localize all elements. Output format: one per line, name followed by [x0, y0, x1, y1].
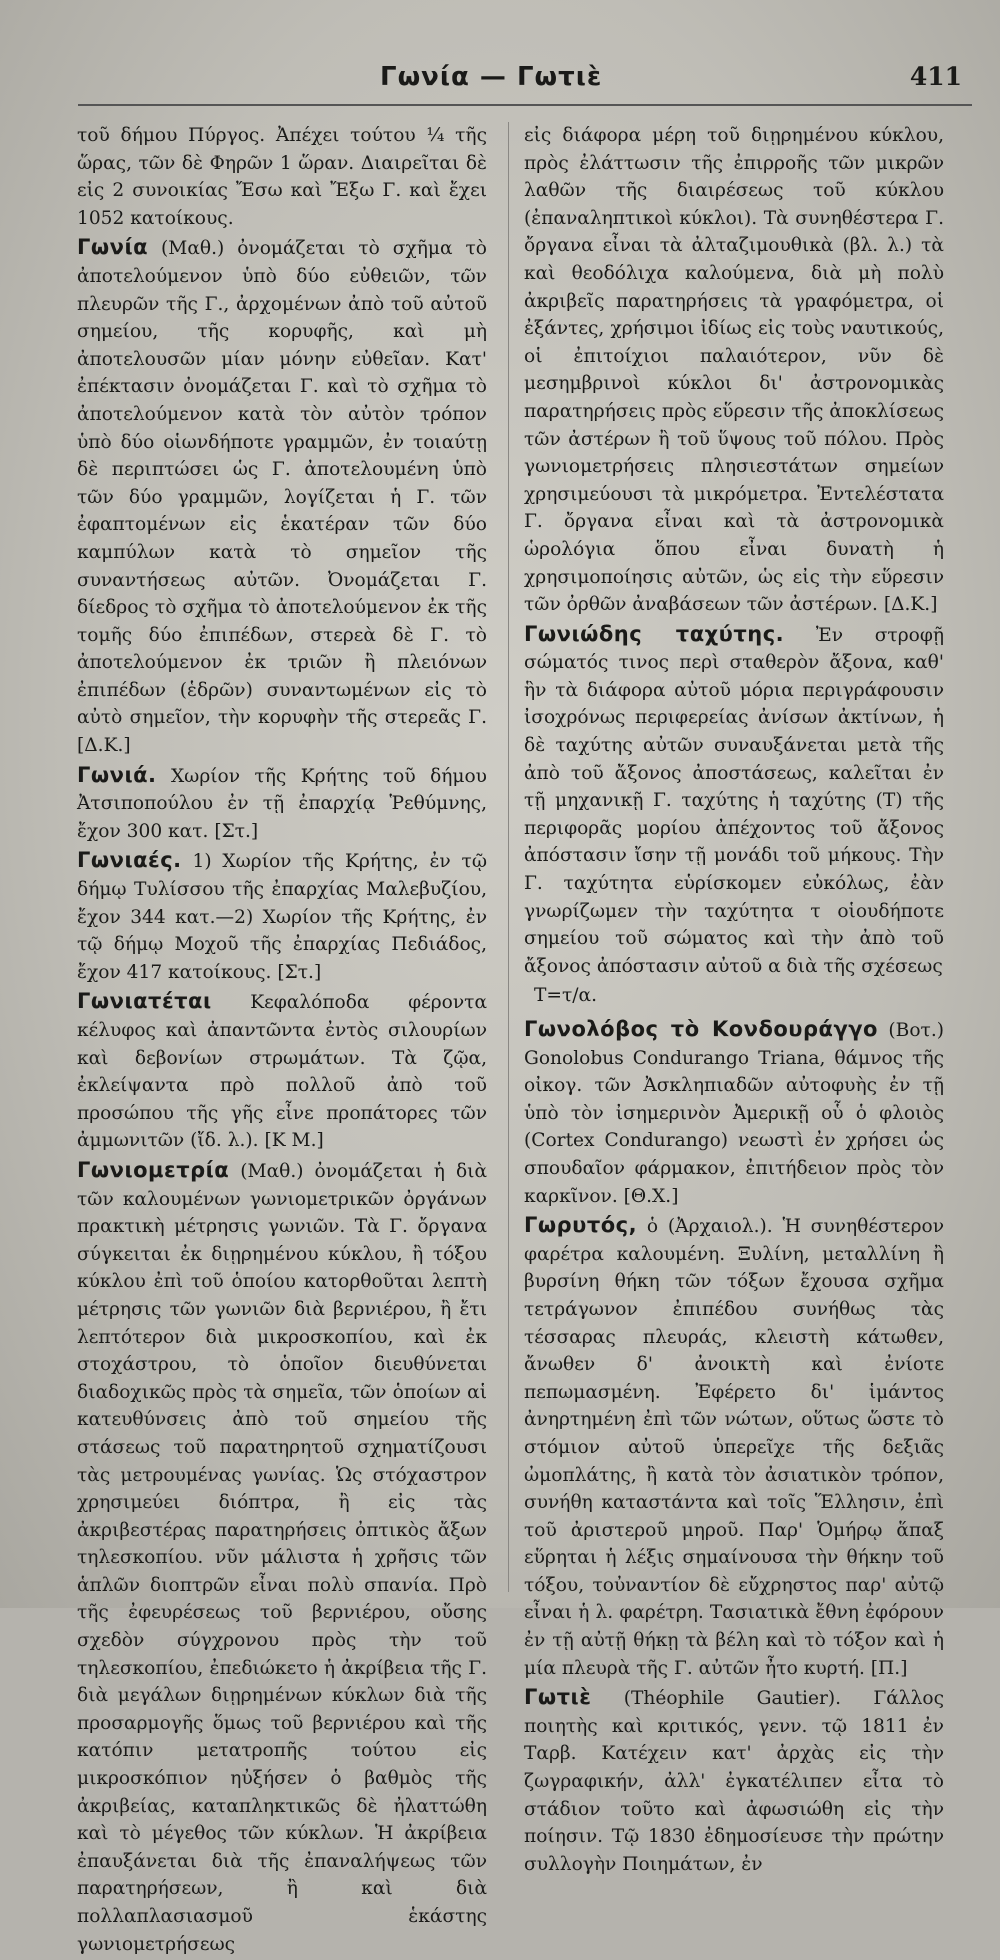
entry-headword: Γωνιώδης ταχύτης.: [524, 621, 785, 646]
formula: Τ=τ/α.: [534, 985, 597, 1007]
entry-text: 1) Χωρίον τῆς Κρήτης, ἐν τῷ δήμῳ Τυλίσσου τῆς ἐπαρχίας Μαλεβυζίου, ἔχον 344 κατ.—2) Χωρίον τῆς Κρήτης, ἐν τῷ δήμῳ Μοχοῦ τῆς ἐπαρχίας Πεδιάδος, ἔχον 417 κατοίκους. [Στ.]: [77, 851, 487, 983]
entry-text: (Théophile Gautier). Γάλλος ποιητὴς καὶ κριτικός, γενν. τῷ 1811 ἐν Ταρβ. Κατέχειν κατ' ἀρχὰς εἰς τὴν ζωγραφικήν, ἀλλ' ἐγκατέλιπεν εἶτα τὸ στάδιον τοῦτο καὶ ἀφωσιώθη εἰς τὴν ποίησιν. Τῷ 1830 ἐδημοσίευσε τὴν πρώτην συλλογὴν Ποιημάτων, ἐν: [524, 1688, 944, 1875]
entry: εἰς διάφορα μέρη τοῦ διῃρημένου κύκλου, πρὸς ἐλάττωσιν τῆς ἐπιρροῆς τῶν μικρῶν λαθῶν τῆς διαιρέσεως τοῦ κύκλου (ἐπαναληπτικοὶ κύκλοι). Τὰ συνηθέστερα Γ. ὄργανα εἶναι τὰ ἀλταζιμουθικὰ (βλ. λ.) τὰ καὶ θεοδόλιχα καλούμενα, διὰ μὴ πολὺ ἀκριβεῖς παρατηρήσεις τὰ γραφόμετρα, οἱ ἐξάντες, χρήσιμοι ἰδίως εἰς τοὺς ναυτικούς, οἱ ἐπιτοίχιοι παλαιότερον, νῦν δὲ μεσημβρινοὶ κύκλοι δι' ἀστρονομικὰς παρατηρήσεις πρὸς εὕρεσιν τῆς ἀποκλίσεως τῶν ἀστέρων ἢ τοῦ ὕψους τοῦ πόλου. Πρὸς γωνιομετρήσεις πλησιεστάτων σημείων χρησιμεύουσι τὰ μικρόμετρα. Ἐντελέστατα Γ. ὄργανα εἶναι καὶ τὰ ἀστρονομικὰ ὡρολόγια ὅπου εἶναι δυνατὴ ἡ χρησιμοποίησις αὐτῶν, ὡς εἰς τὴν εὕρεσιν τῶν ὀρθῶν ἀναβάσεων τῶν ἀστέρων. [Δ.Κ.]: [524, 125, 944, 616]
entry-headword: Γωνιατέται: [77, 989, 212, 1014]
entry: [77, 988, 487, 1155]
entry-headword: Γωνία: [77, 235, 149, 260]
running-title: Γωνία — Γωτιὲ: [380, 62, 603, 92]
entry-text: ὁ (Ἀρχαιολ.). Ἡ συνηθέστερον φαρέτρα καλουμένη. Ξυλίνη, μεταλλίνη ἢ βυρσίνη θήκη τῶν τόξων ἔχουσα σχῆμα τετράγωνον ἐπιπέδου συνήθως τὰς τέσσαρας πλευράς, κλειστὴ κάτωθεν, ἄνωθεν δ' ἀνοικτὴ καὶ ἐνίοτε πεπωμασμένη. Ἐφέρετο δι' ἱμάντος ἀνηρτημένη ἐπὶ τῶν νώτων, οὕτως ὥστε τὸ στόμιον αὐτοῦ ὑπερεῖχε τῆς δεξιᾶς ὠμοπλάτης, ἢ κατὰ τὸν ἀσιατικὸν τρόπον, συνήθη καταστάντα καὶ τοῖς Ἕλλησιν, ἐπὶ τοῦ ἀριστεροῦ μηροῦ. Παρ' Ὁμήρῳ ἅπαξ εὕρηται ἡ λέξις σημαίνουσα τὴν θήκην τοῦ τόξου, τοὐναντίον δὲ εὔχρηστος παρ' αὐτῷ εἶναι ἡ λ. φαρέτρη. Τασιατικὰ ἔθνη ἐφόρουν ἐν τῇ αὐτῇ θήκῃ τὰ βέλη καὶ τὸ τόξον καὶ ἡ μία πλευρὰ τῆς Γ. αὐτῶν ἦτο κυρτή. [Π.]: [524, 1216, 944, 1679]
entry-headword: Γωνιομετρία: [77, 1157, 230, 1182]
entry-headword: Γωνολόβος τὸ Κονδουράγγο: [524, 1017, 878, 1041]
entry-headword: Γωνιά.: [77, 762, 157, 787]
entry-text: Ἐν στροφῇ σώματός τινος περὶ σταθερὸν ἄξονα, καθ' ἣν τὰ διάφορα αὐτοῦ μόρια περιγράφουσιν ἰσοχρόνως περιφερείας ἀνίσων ἀκτίνων, ἡ δὲ ταχύτης αὐτῶν συναυξάνεται μετὰ τῆς ἀπὸ τοῦ ἄξονος ἀποστάσεως, καλεῖται ἐν τῇ μηχανικῇ Γ. ταχύτης ἡ ταχύτης (Τ) τῆς περιφορᾶς μορίου ἀπέχοντος τοῦ ἄξονος ἀπόστασιν ἴσην τῇ μονάδι τοῦ μήκους. Τὴν Γ. ταχύτητα εὑρίσκομεν εὐκόλως, ἐὰν γνωρίζωμεν τὴν ταχύτητα τ οἱουδήποτε σημείου τοῦ σώματος καὶ τὴν ἀπὸ τοῦ ἄξονος ἀπόστασιν αὐτοῦ α διὰ τῆς σχέσεως: [524, 624, 944, 977]
entry: [524, 1016, 944, 1210]
entry-text: Χωρίον τῆς Κρήτης τοῦ δήμου Ἀτσιποπούλου ἐν τῇ ἐπαρχίᾳ Ῥεθύμνης, ἔχον 300 κατ. [Στ.]: [77, 765, 487, 842]
entry: [77, 847, 487, 986]
entry: [524, 621, 944, 981]
entry-text: (Βοτ.) Gonolobus Condurango Triana, θάμνος τῆς οἰκογ. τῶν Ἀσκληπιαδῶν αὐτοφυὴς ἐν τῇ ὑπὸ τὸν ἰσημερινὸν Ἀμερικῇ οὗ ὁ φλοιὸς (Cortex Condurango) νεωστὶ ἐν χρήσει ὡς σπουδαῖον φάρμακον, ἐπιτήδειον πρὸς τὸν καρκῖνον. [Θ.Χ.]: [524, 1020, 944, 1207]
entry: [524, 1684, 944, 1878]
entry-text: (Μαθ.) ὀνομάζεται ἡ διὰ τῶν καλουμένων γωνιομετρικῶν ὀργάνων πρακτικὴ μέτρησις γωνιῶν. Τὰ Γ. ὄργανα σύγκειται ἐκ διῃρημένου κύκλου, ἢ τόξου κύκλου ἐπὶ τοῦ ὁποίου κατορθοῦται λεπτὴ μέτρησις τῶν γωνιῶν διὰ βερνιέρου, ἢ ἔτι λεπτότερον διὰ μικροσκοπίου, καὶ ἐκ στοχάστρου, τὸ ὁποῖον διευθύνεται διαδοχικῶς πρὸς τὰ σημεῖα, τῶν ὁποίων αἱ κατευθύνσεις ἀπὸ τοῦ σημείου τῆς στάσεως τοῦ παρατηρητοῦ σχηματίζουσι τὰς μετρουμένας γωνίας. Ὡς στόχαστρον χρησιμεύει διόπτρα, ἢ εἰς τὰς ἀκριβεστέρας παρατηρήσεις ὀπτικὸς ἄξων τηλεσκοπίου. νῦν μάλιστα ἡ χρῆσις τῶν ἁπλῶν διοπτρῶν εἶναι πολὺ σπανία. Πρὸ τῆς ἐφευρέσεως τοῦ βερνιέρου, οὔσης σχεδὸν σύγχρονου πρὸς τὴν τοῦ τηλεσκοπίου, ἐπεδιώκετο ἡ ἀκρίβεια τῆς Γ. διὰ μεγάλων διῃρημένων κύκλων διὰ τῆς προσαρμογῆς ὅμως τοῦ βερνιέρου καὶ τῆς κατόπιν μετατροπῆς τούτου εἰς μικροσκόπιον ηὐξήσεν ὁ βαθμὸς τῆς ἀκριβείας, καταπληκτικῶς δὲ ἠλαττώθη καὶ τὸ μέγεθος τῶν κύκλων. Ἡ ἀκρίβεια ἐπαυξάνεται διὰ τῆς ἐπαναλήψεως τῶν παρατηρήσεων, ἢ καὶ διὰ πολλαπλασιασμοῦ ἑκάστης γωνιομετρήσεως: [77, 1160, 488, 1955]
entry-headword: Γωτιὲ: [524, 1685, 592, 1710]
page-header: [0, 62, 1000, 102]
entry-text: (Μαθ.) ὀνομάζεται τὸ σχῆμα τὸ ἀποτελούμενον ὑπὸ δύο εὐθειῶν, τῶν πλευρῶν τῆς Γ., ἀρχομένων ἀπὸ τοῦ αὐτοῦ σημείου, τῆς κορυφῆς, καὶ μὴ ἀποτελουσῶν μίαν μόνην εὐθεῖαν. Κατ' ἐπέκτασιν ὀνομάζεται Γ. καὶ τὸ σχῆμα τὸ ἀποτελούμενον κατὰ τὸν αὐτὸν τρόπον ὑπὸ δύο οἱωνδήποτε γραμμῶν, ἐν τοιαύτῃ δὲ περιπτώσει ὡς Γ. ἀποτελουμένη ὑπὸ τῶν δύο γραμμῶν, λογίζεται ἡ Γ. τῶν ἐφαπτομένων εἰς ἑκατέραν τῶν δύο καμπύλων κατὰ τὸ σημεῖον τῆς συναντήσεως αὐτῶν. Ὀνομάζεται Γ. δίεδρος τὸ σχῆμα τὸ ἀποτελούμενον ἐκ τῆς τομῆς δύο ἐπιπέδων, στερεὰ δὲ Γ. τὸ ἀποτελούμενον ἐκ τριῶν ἢ πλειόνων ἐπιπέδων (ἑδρῶν) συναντωμένων εἰς τὸ αὐτὸ σημεῖον, τὴν κορυφὴν τῆς στερεᾶς Γ. [Δ.Κ.]: [77, 238, 487, 757]
entry-headword: Γωνιαές.: [77, 848, 182, 873]
left-column: [77, 122, 487, 1960]
entry: [77, 762, 487, 846]
entry-headword: Γωρυτός,: [524, 1213, 638, 1238]
entry: [77, 234, 487, 759]
entry: [77, 1157, 487, 1958]
entry: [524, 1212, 944, 1682]
page-number: 411: [909, 62, 962, 91]
header-rule: [78, 104, 972, 106]
entry: τοῦ δήμου Πύργος. Ἀπέχει τούτου ¼ τῆς ὥρας, τῶν δὲ Φηρῶν 1 ὥραν. Διαιρεῖται δὲ εἰς 2 συνοικίας Ἔσω καὶ Ἔξω Γ. καὶ ἔχει 1052 κατοίκους.: [77, 125, 487, 229]
column-divider: [508, 122, 509, 1592]
right-column: [524, 122, 944, 1880]
entry-text: Κεφαλόποδα φέροντα κέλυφος καὶ ἀπαντῶντα ἐντὸς σιλουρίων καὶ δεβονίων στρωμάτων. Τὰ ζῷα, ἐκλείψαντα πρὸ πολλοῦ ἀπὸ τοῦ προσώπου τῆς γῆς εἶνε προπάτορες τῶν ἀμμωνιτῶν (ἴδ. λ.). [Κ Μ.]: [77, 992, 487, 1152]
